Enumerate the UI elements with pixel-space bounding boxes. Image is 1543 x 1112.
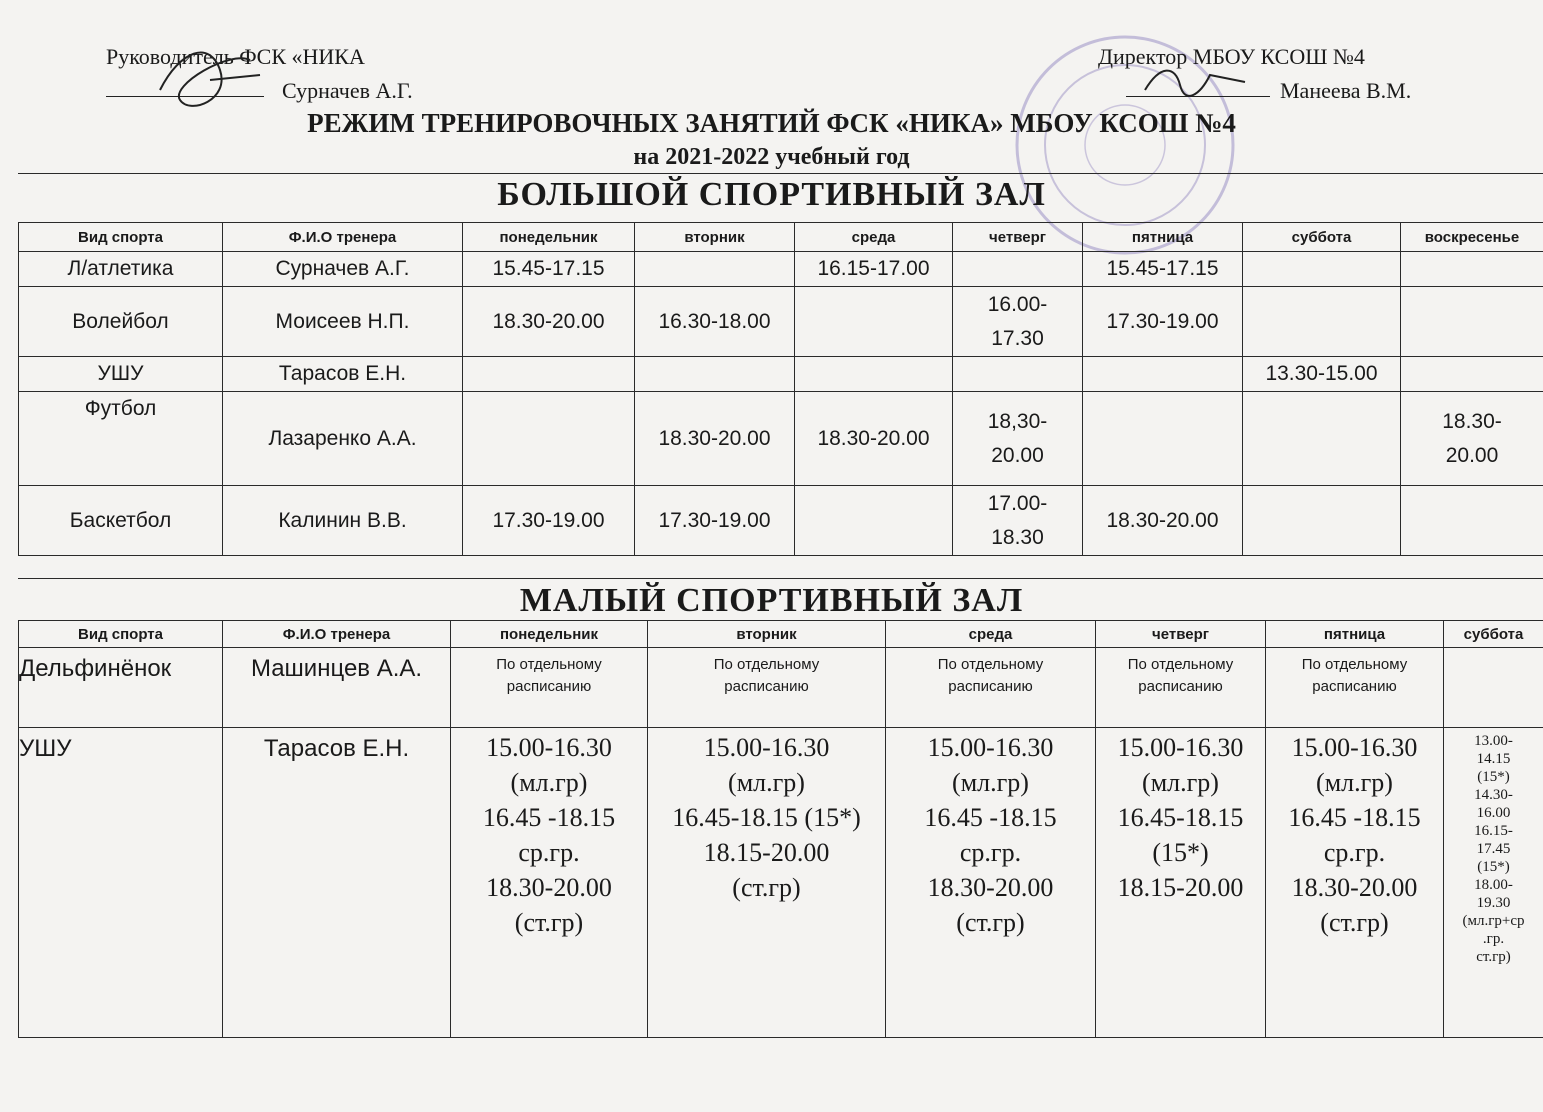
hall2-col-header: пятница bbox=[1266, 621, 1444, 648]
table-cell: По отдельному расписанию bbox=[1266, 648, 1444, 728]
table-cell bbox=[635, 357, 795, 392]
table-cell: 18.30- 20.00 bbox=[1401, 392, 1543, 486]
hall2-col-header: понедельник bbox=[451, 621, 648, 648]
table-cell: Машинцев А.А. bbox=[223, 648, 451, 728]
table-cell bbox=[1444, 648, 1543, 728]
hall1-col-header: Ф.И.О тренера bbox=[223, 223, 463, 252]
hall1-col-header: воскресенье bbox=[1401, 223, 1543, 252]
hall2-table bbox=[18, 620, 1543, 1038]
table-cell: По отдельному расписанию bbox=[648, 648, 886, 728]
hall1-col-header: вторник bbox=[635, 223, 795, 252]
table-cell: 18.30-20.00 bbox=[635, 392, 795, 486]
table-cell: 16.30-18.00 bbox=[635, 287, 795, 357]
table-cell: Тарасов Е.Н. bbox=[223, 728, 451, 1038]
hall2-col-header: четверг bbox=[1096, 621, 1266, 648]
table-cell bbox=[1243, 252, 1401, 287]
table-cell bbox=[1401, 357, 1543, 392]
hall1-title: БОЛЬШОЙ СПОРТИВНЫЙ ЗАЛ bbox=[497, 176, 1046, 213]
hall1-col-header: пятница bbox=[1083, 223, 1243, 252]
table-cell bbox=[795, 486, 953, 556]
hall2-col-header: Вид спорта bbox=[19, 621, 223, 648]
table-cell: Калинин В.В. bbox=[223, 486, 463, 556]
hall1-table bbox=[18, 222, 1543, 556]
table-cell bbox=[635, 252, 795, 287]
hall1-col-header: среда bbox=[795, 223, 953, 252]
table-row bbox=[19, 648, 1543, 728]
table-cell bbox=[463, 392, 635, 486]
hall1-col-header: понедельник bbox=[463, 223, 635, 252]
table-row bbox=[19, 357, 1543, 392]
hall1-col-header: четверг bbox=[953, 223, 1083, 252]
table-cell bbox=[1243, 486, 1401, 556]
table-cell bbox=[1401, 252, 1543, 287]
table-cell: Дельфинёнок bbox=[19, 648, 223, 728]
table-cell: Л/атлетика bbox=[19, 252, 223, 287]
table-cell: Футбол bbox=[19, 392, 223, 486]
table-cell bbox=[795, 287, 953, 357]
table-cell: 18.30-20.00 bbox=[795, 392, 953, 486]
table-row bbox=[19, 287, 1543, 357]
table-cell bbox=[795, 357, 953, 392]
hall2-col-header: вторник bbox=[648, 621, 886, 648]
table-cell: Тарасов Е.Н. bbox=[223, 357, 463, 392]
table-cell bbox=[953, 357, 1083, 392]
table-cell bbox=[1243, 287, 1401, 357]
table-cell: 13.30-15.00 bbox=[1243, 357, 1401, 392]
table-cell: 17.30-19.00 bbox=[463, 486, 635, 556]
divider bbox=[18, 173, 1543, 174]
table-cell: 15.00-16.30 (мл.гр) 16.45 -18.15 ср.гр. 18.30-20.00 (ст.гр) bbox=[1266, 728, 1444, 1038]
signature-right-icon bbox=[1140, 60, 1250, 100]
hall1-col-header: суббота bbox=[1243, 223, 1401, 252]
table-cell: По отдельному расписанию bbox=[1096, 648, 1266, 728]
hall2-header-row bbox=[19, 621, 1543, 648]
table-cell: 13.00- 14.15 (15*) 14.30- 16.00 16.15- 17.45 (15*) 18.00- 19.30 (мл.гр+ср .гр. ст.гр) bbox=[1444, 728, 1543, 1038]
table-cell bbox=[1401, 486, 1543, 556]
table-row bbox=[19, 392, 1543, 486]
table-cell: 15.00-16.30 (мл.гр) 16.45-18.15 (15*) 18.15-20.00 bbox=[1096, 728, 1266, 1038]
hall2-col-header: суббота bbox=[1444, 621, 1543, 648]
table-cell: 17.30-19.00 bbox=[635, 486, 795, 556]
hall2-col-header: среда bbox=[886, 621, 1096, 648]
table-cell: Сурначев А.Г. bbox=[223, 252, 463, 287]
director-right-name: Манеева В.М. bbox=[1280, 78, 1412, 103]
table-cell: 15.00-16.30 (мл.гр) 16.45-18.15 (15*) 18.15-20.00 (ст.гр) bbox=[648, 728, 886, 1038]
table-row bbox=[19, 486, 1543, 556]
table-cell: Лазаренко А.А. bbox=[223, 392, 463, 486]
table-row bbox=[19, 252, 1543, 287]
table-cell: Баскетбол bbox=[19, 486, 223, 556]
table-cell: 18,30- 20.00 bbox=[953, 392, 1083, 486]
table-cell: 16.00- 17.30 bbox=[953, 287, 1083, 357]
director-left-name: Сурначев А.Г. bbox=[282, 78, 413, 103]
hall2-title: МАЛЫЙ СПОРТИВНЫЙ ЗАЛ bbox=[519, 582, 1024, 619]
director-right-title: Директор МБОУ КСОШ №4 bbox=[1098, 44, 1365, 69]
table-cell bbox=[1401, 287, 1543, 357]
table-cell: 17.30-19.00 bbox=[1083, 287, 1243, 357]
table-cell: По отдельному расписанию bbox=[451, 648, 648, 728]
hall1-header-row bbox=[19, 223, 1543, 252]
signature-left-icon bbox=[150, 30, 270, 120]
table-cell: 15.00-16.30 (мл.гр) 16.45 -18.15 ср.гр. 18.30-20.00 (ст.гр) bbox=[886, 728, 1096, 1038]
table-row bbox=[19, 728, 1543, 1038]
divider bbox=[18, 578, 1543, 579]
table-cell: 15.45-17.15 bbox=[463, 252, 635, 287]
table-cell: 16.15-17.00 bbox=[795, 252, 953, 287]
table-cell: Моисеев Н.П. bbox=[223, 287, 463, 357]
hall2-col-header: Ф.И.О тренера bbox=[223, 621, 451, 648]
table-cell bbox=[1083, 357, 1243, 392]
table-cell: УШУ bbox=[19, 728, 223, 1038]
table-cell: 18.30-20.00 bbox=[463, 287, 635, 357]
page-title: РЕЖИМ ТРЕНИРОВОЧНЫХ ЗАНЯТИЙ ФСК «НИКА» МБОУ КСОШ №4 bbox=[307, 108, 1236, 138]
table-cell: 15.45-17.15 bbox=[1083, 252, 1243, 287]
table-cell: 17.00- 18.30 bbox=[953, 486, 1083, 556]
page-subtitle: на 2021-2022 учебный год bbox=[633, 144, 910, 170]
table-cell bbox=[1083, 392, 1243, 486]
table-cell: По отдельному расписанию bbox=[886, 648, 1096, 728]
table-cell bbox=[953, 252, 1083, 287]
table-cell: 18.30-20.00 bbox=[1083, 486, 1243, 556]
table-cell bbox=[1243, 392, 1401, 486]
table-cell: УШУ bbox=[19, 357, 223, 392]
director-left-title: Руководитель ФСК «НИКА bbox=[106, 44, 365, 69]
hall1-col-header: Вид спорта bbox=[19, 223, 223, 252]
table-cell: Волейбол bbox=[19, 287, 223, 357]
table-cell: 15.00-16.30 (мл.гр) 16.45 -18.15 ср.гр. 18.30-20.00 (ст.гр) bbox=[451, 728, 648, 1038]
table-cell bbox=[463, 357, 635, 392]
